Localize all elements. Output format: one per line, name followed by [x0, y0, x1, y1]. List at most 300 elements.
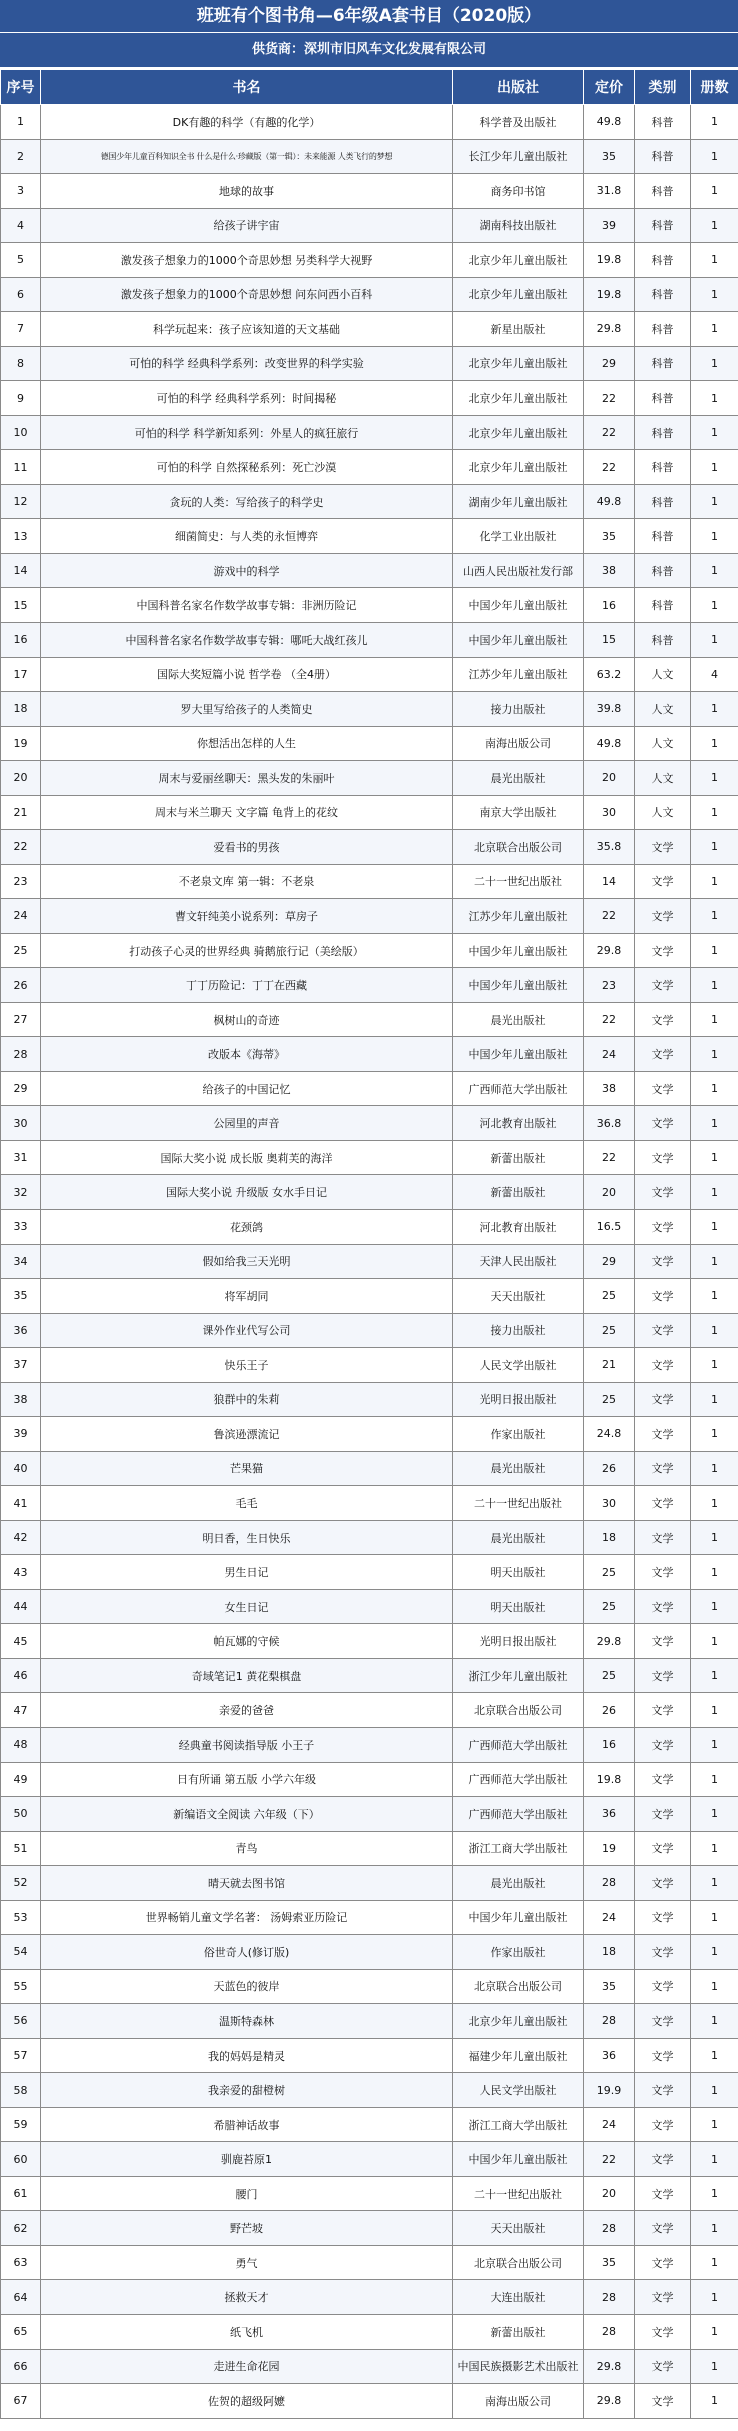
cell-price: 31.8	[584, 174, 635, 209]
cell-price: 36	[584, 2038, 635, 2073]
cell-publisher: 科学普及出版社	[453, 105, 584, 140]
cell-index: 63	[1, 2245, 41, 2280]
cell-title: 细菌简史：与人类的永恒博弈	[41, 519, 453, 554]
cell-index: 24	[1, 899, 41, 934]
cell-category: 文学	[635, 2073, 691, 2108]
cell-price: 26	[584, 1693, 635, 1728]
cell-category: 文学	[635, 1348, 691, 1383]
cell-volumes: 1	[691, 1348, 738, 1383]
cell-volumes: 1	[691, 139, 738, 174]
cell-category: 文学	[635, 1106, 691, 1141]
table-row	[1, 2004, 738, 2039]
table-row	[1, 864, 738, 899]
table-row	[1, 553, 738, 588]
cell-title: 科学玩起来：孩子应该知道的天文基础	[41, 312, 453, 347]
cell-category: 文学	[635, 933, 691, 968]
cell-title: 你想活出怎样的人生	[41, 726, 453, 761]
column-header-index: 序号	[1, 70, 41, 105]
cell-category: 文学	[635, 1244, 691, 1279]
cell-volumes: 1	[691, 933, 738, 968]
cell-title: 明日香，生日快乐	[41, 1520, 453, 1555]
cell-index: 57	[1, 2038, 41, 2073]
table-row	[1, 1313, 738, 1348]
cell-index: 1	[1, 105, 41, 140]
table-row	[1, 450, 738, 485]
cell-volumes: 1	[691, 1279, 738, 1314]
cell-category: 文学	[635, 864, 691, 899]
cell-index: 53	[1, 1900, 41, 1935]
cell-price: 63.2	[584, 657, 635, 692]
cell-title: 狼群中的朱莉	[41, 1382, 453, 1417]
cell-volumes: 1	[691, 1313, 738, 1348]
cell-publisher: 天天出版社	[453, 1279, 584, 1314]
cell-price: 30	[584, 795, 635, 830]
cell-volumes: 1	[691, 105, 738, 140]
cell-title: 花颈鸽	[41, 1210, 453, 1245]
cell-title: 枫树山的奇迹	[41, 1002, 453, 1037]
cell-category: 科普	[635, 139, 691, 174]
cell-index: 47	[1, 1693, 41, 1728]
cell-category: 文学	[635, 2038, 691, 2073]
cell-title: 可怕的科学 自然探秘系列：死亡沙漠	[41, 450, 453, 485]
cell-title: 激发孩子想象力的1000个奇思妙想 问东问西小百科	[41, 277, 453, 312]
cell-volumes: 1	[691, 795, 738, 830]
cell-index: 5	[1, 243, 41, 278]
cell-title: 野芒坡	[41, 2211, 453, 2246]
table-row	[1, 588, 738, 623]
cell-volumes: 1	[691, 2073, 738, 2108]
cell-price: 35	[584, 1969, 635, 2004]
cell-price: 19.8	[584, 277, 635, 312]
table-row	[1, 1486, 738, 1521]
cell-price: 16	[584, 588, 635, 623]
cell-volumes: 1	[691, 1693, 738, 1728]
cell-publisher: 河北教育出版社	[453, 1210, 584, 1245]
cell-publisher: 湖南科技出版社	[453, 208, 584, 243]
cell-publisher: 化学工业出版社	[453, 519, 584, 554]
cell-volumes: 1	[691, 1486, 738, 1521]
table-row	[1, 1555, 738, 1590]
cell-category: 人文	[635, 657, 691, 692]
cell-price: 28	[584, 2280, 635, 2315]
table-row	[1, 933, 738, 968]
cell-category: 文学	[635, 1658, 691, 1693]
cell-publisher: 浙江少年儿童出版社	[453, 1658, 584, 1693]
cell-title: 中国科普名家名作数学故事专辑：非洲历险记	[41, 588, 453, 623]
cell-index: 8	[1, 346, 41, 381]
cell-category: 文学	[635, 2315, 691, 2350]
cell-category: 文学	[635, 1417, 691, 1452]
cell-price: 39	[584, 208, 635, 243]
cell-price: 22	[584, 450, 635, 485]
cell-volumes: 1	[691, 1866, 738, 1901]
cell-index: 45	[1, 1624, 41, 1659]
cell-category: 文学	[635, 830, 691, 865]
cell-title: 奇域笔记1 黄花梨棋盘	[41, 1658, 453, 1693]
cell-index: 30	[1, 1106, 41, 1141]
cell-category: 文学	[635, 2384, 691, 2419]
cell-volumes: 1	[691, 2211, 738, 2246]
cell-category: 人文	[635, 726, 691, 761]
cell-category: 文学	[635, 2349, 691, 2384]
cell-price: 29.8	[584, 933, 635, 968]
cell-publisher: 中国民族摄影艺术出版社	[453, 2349, 584, 2384]
table-row	[1, 381, 738, 416]
cell-index: 28	[1, 1037, 41, 1072]
cell-publisher: 新蕾出版社	[453, 2315, 584, 2350]
book-table	[0, 69, 738, 2419]
cell-index: 13	[1, 519, 41, 554]
cell-volumes: 1	[691, 2384, 738, 2419]
table-row	[1, 1002, 738, 1037]
cell-volumes: 1	[691, 1520, 738, 1555]
cell-volumes: 1	[691, 1555, 738, 1590]
cell-volumes: 1	[691, 1969, 738, 2004]
column-header-volumes: 册数	[691, 70, 738, 105]
cell-volumes: 1	[691, 2349, 738, 2384]
cell-publisher: 南海出版公司	[453, 726, 584, 761]
cell-category: 文学	[635, 1900, 691, 1935]
cell-title: 周末与米兰聊天 文字篇 龟背上的花纹	[41, 795, 453, 830]
table-row	[1, 1624, 738, 1659]
cell-price: 28	[584, 2211, 635, 2246]
cell-volumes: 1	[691, 2245, 738, 2280]
table-row	[1, 2211, 738, 2246]
cell-title: DK有趣的科学（有趣的化学）	[41, 105, 453, 140]
cell-index: 12	[1, 484, 41, 519]
cell-title: 鲁滨逊漂流记	[41, 1417, 453, 1452]
cell-index: 46	[1, 1658, 41, 1693]
table-row	[1, 174, 738, 209]
cell-publisher: 南京大学出版社	[453, 795, 584, 830]
cell-index: 10	[1, 415, 41, 450]
cell-index: 64	[1, 2280, 41, 2315]
cell-title: 我亲爱的甜橙树	[41, 2073, 453, 2108]
cell-volumes: 1	[691, 588, 738, 623]
cell-volumes: 1	[691, 622, 738, 657]
cell-category: 科普	[635, 381, 691, 416]
cell-price: 28	[584, 1866, 635, 1901]
cell-index: 44	[1, 1589, 41, 1624]
cell-category: 文学	[635, 2245, 691, 2280]
cell-volumes: 1	[691, 381, 738, 416]
cell-publisher: 北京少年儿童出版社	[453, 243, 584, 278]
table-row	[1, 1762, 738, 1797]
table-row	[1, 795, 738, 830]
column-header-publisher: 出版社	[453, 70, 584, 105]
cell-index: 38	[1, 1382, 41, 1417]
cell-category: 文学	[635, 2211, 691, 2246]
column-header-price: 定价	[584, 70, 635, 105]
cell-price: 29	[584, 346, 635, 381]
cell-title: 改版本《海蒂》	[41, 1037, 453, 1072]
cell-index: 59	[1, 2107, 41, 2142]
cell-publisher: 晨光出版社	[453, 761, 584, 796]
cell-price: 20	[584, 2176, 635, 2211]
cell-publisher: 接力出版社	[453, 1313, 584, 1348]
cell-publisher: 二十一世纪出版社	[453, 2176, 584, 2211]
cell-publisher: 北京联合出版公司	[453, 1969, 584, 2004]
cell-category: 文学	[635, 1693, 691, 1728]
cell-category: 科普	[635, 208, 691, 243]
cell-index: 9	[1, 381, 41, 416]
cell-index: 2	[1, 139, 41, 174]
cell-price: 24	[584, 1900, 635, 1935]
cell-price: 25	[584, 1279, 635, 1314]
cell-price: 35	[584, 139, 635, 174]
cell-price: 15	[584, 622, 635, 657]
cell-index: 15	[1, 588, 41, 623]
cell-volumes: 1	[691, 243, 738, 278]
cell-category: 文学	[635, 2280, 691, 2315]
table-row	[1, 1831, 738, 1866]
cell-volumes: 1	[691, 1071, 738, 1106]
cell-index: 33	[1, 1210, 41, 1245]
cell-category: 文学	[635, 1037, 691, 1072]
cell-volumes: 1	[691, 1727, 738, 1762]
cell-publisher: 晨光出版社	[453, 1002, 584, 1037]
cell-title: 给孩子讲宇宙	[41, 208, 453, 243]
cell-title: 我的妈妈是精灵	[41, 2038, 453, 2073]
cell-title: 罗大里写给孩子的人类简史	[41, 692, 453, 727]
cell-title: 经典童书阅读指导版 小王子	[41, 1727, 453, 1762]
cell-publisher: 晨光出版社	[453, 1451, 584, 1486]
cell-title: 腰门	[41, 2176, 453, 2211]
cell-category: 文学	[635, 1071, 691, 1106]
cell-publisher: 江苏少年儿童出版社	[453, 657, 584, 692]
cell-volumes: 1	[691, 1244, 738, 1279]
cell-title: 可怕的科学 科学新知系列：外星人的疯狂旅行	[41, 415, 453, 450]
cell-price: 30	[584, 1486, 635, 1521]
table-row	[1, 1071, 738, 1106]
cell-volumes: 1	[691, 2315, 738, 2350]
cell-category: 人文	[635, 795, 691, 830]
cell-publisher: 新蕾出版社	[453, 1140, 584, 1175]
cell-index: 22	[1, 830, 41, 865]
cell-price: 39.8	[584, 692, 635, 727]
cell-price: 29.8	[584, 2349, 635, 2384]
cell-index: 39	[1, 1417, 41, 1452]
cell-index: 4	[1, 208, 41, 243]
cell-volumes: 1	[691, 1589, 738, 1624]
cell-price: 24.8	[584, 1417, 635, 1452]
cell-publisher: 人民文学出版社	[453, 1348, 584, 1383]
cell-title: 国际大奖小说 成长版 奥莉芙的海洋	[41, 1140, 453, 1175]
cell-index: 58	[1, 2073, 41, 2108]
table-row	[1, 1658, 738, 1693]
cell-price: 22	[584, 899, 635, 934]
cell-publisher: 广西师范大学出版社	[453, 1071, 584, 1106]
cell-price: 49.8	[584, 484, 635, 519]
cell-publisher: 晨光出版社	[453, 1866, 584, 1901]
cell-category: 科普	[635, 484, 691, 519]
cell-volumes: 1	[691, 1900, 738, 1935]
cell-publisher: 晨光出版社	[453, 1520, 584, 1555]
cell-title: 给孩子的中国记忆	[41, 1071, 453, 1106]
cell-volumes: 1	[691, 277, 738, 312]
cell-index: 21	[1, 795, 41, 830]
cell-volumes: 4	[691, 657, 738, 692]
table-row	[1, 830, 738, 865]
cell-volumes: 1	[691, 1140, 738, 1175]
cell-volumes: 1	[691, 2038, 738, 2073]
table-row	[1, 1210, 738, 1245]
cell-category: 科普	[635, 174, 691, 209]
cell-price: 25	[584, 1658, 635, 1693]
cell-volumes: 1	[691, 2107, 738, 2142]
cell-volumes: 1	[691, 830, 738, 865]
cell-category: 科普	[635, 277, 691, 312]
cell-volumes: 1	[691, 1175, 738, 1210]
cell-price: 20	[584, 1175, 635, 1210]
cell-title: 将军胡同	[41, 1279, 453, 1314]
cell-category: 文学	[635, 968, 691, 1003]
cell-title: 爱看书的男孩	[41, 830, 453, 865]
cell-publisher: 北京少年儿童出版社	[453, 450, 584, 485]
cell-title: 帕瓦娜的守候	[41, 1624, 453, 1659]
cell-price: 49.8	[584, 105, 635, 140]
cell-volumes: 1	[691, 519, 738, 554]
cell-category: 文学	[635, 1762, 691, 1797]
cell-price: 16.5	[584, 1210, 635, 1245]
table-row	[1, 1244, 738, 1279]
cell-volumes: 1	[691, 174, 738, 209]
cell-category: 文学	[635, 1002, 691, 1037]
table-row	[1, 1451, 738, 1486]
cell-price: 22	[584, 381, 635, 416]
cell-category: 科普	[635, 243, 691, 278]
cell-publisher: 北京少年儿童出版社	[453, 415, 584, 450]
cell-publisher: 江苏少年儿童出版社	[453, 899, 584, 934]
cell-title: 公园里的声音	[41, 1106, 453, 1141]
table-row	[1, 415, 738, 450]
cell-index: 56	[1, 2004, 41, 2039]
table-row	[1, 1797, 738, 1832]
cell-index: 6	[1, 277, 41, 312]
cell-volumes: 1	[691, 692, 738, 727]
cell-title: 天蓝色的彼岸	[41, 1969, 453, 2004]
cell-category: 文学	[635, 1727, 691, 1762]
cell-volumes: 1	[691, 1797, 738, 1832]
cell-price: 22	[584, 1140, 635, 1175]
table-row	[1, 2073, 738, 2108]
cell-volumes: 1	[691, 553, 738, 588]
cell-publisher: 河北教育出版社	[453, 1106, 584, 1141]
cell-title: 毛毛	[41, 1486, 453, 1521]
cell-category: 文学	[635, 1831, 691, 1866]
cell-volumes: 1	[691, 2004, 738, 2039]
cell-publisher: 北京联合出版公司	[453, 2245, 584, 2280]
cell-index: 66	[1, 2349, 41, 2384]
cell-publisher: 接力出版社	[453, 692, 584, 727]
cell-price: 22	[584, 415, 635, 450]
cell-index: 35	[1, 1279, 41, 1314]
cell-category: 文学	[635, 2107, 691, 2142]
cell-volumes: 1	[691, 208, 738, 243]
cell-volumes: 1	[691, 1658, 738, 1693]
cell-price: 23	[584, 968, 635, 1003]
cell-price: 35	[584, 519, 635, 554]
cell-publisher: 光明日报出版社	[453, 1382, 584, 1417]
cell-volumes: 1	[691, 2280, 738, 2315]
cell-price: 18	[584, 1935, 635, 1970]
cell-category: 文学	[635, 2004, 691, 2039]
table-row	[1, 1417, 738, 1452]
table-row	[1, 2384, 738, 2419]
cell-index: 67	[1, 2384, 41, 2419]
cell-title: 世界畅销儿童文学名著： 汤姆索亚历险记	[41, 1900, 453, 1935]
cell-category: 文学	[635, 1175, 691, 1210]
cell-index: 48	[1, 1727, 41, 1762]
cell-publisher: 作家出版社	[453, 1935, 584, 1970]
cell-title: 曹文轩纯美小说系列：草房子	[41, 899, 453, 934]
cell-publisher: 中国少年儿童出版社	[453, 622, 584, 657]
cell-title: 新编语文全阅读 六年级（下）	[41, 1797, 453, 1832]
cell-index: 19	[1, 726, 41, 761]
cell-publisher: 北京少年儿童出版社	[453, 346, 584, 381]
table-row	[1, 1727, 738, 1762]
cell-category: 文学	[635, 2142, 691, 2177]
cell-volumes: 1	[691, 1831, 738, 1866]
table-row	[1, 1969, 738, 2004]
cell-publisher: 二十一世纪出版社	[453, 1486, 584, 1521]
cell-category: 科普	[635, 553, 691, 588]
cell-index: 16	[1, 622, 41, 657]
cell-price: 25	[584, 1589, 635, 1624]
cell-index: 17	[1, 657, 41, 692]
table-row	[1, 2176, 738, 2211]
table-row	[1, 2107, 738, 2142]
supplier-line: 供货商：深圳市旧风车文化发展有限公司	[0, 33, 738, 69]
table-row	[1, 2315, 738, 2350]
cell-title: 课外作业代写公司	[41, 1313, 453, 1348]
table-row	[1, 1279, 738, 1314]
cell-volumes: 1	[691, 346, 738, 381]
cell-index: 52	[1, 1866, 41, 1901]
cell-price: 28	[584, 2315, 635, 2350]
cell-title: 亲爱的爸爸	[41, 1693, 453, 1728]
cell-index: 26	[1, 968, 41, 1003]
cell-volumes: 1	[691, 968, 738, 1003]
cell-volumes: 1	[691, 450, 738, 485]
column-header-title: 书名	[41, 70, 453, 105]
cell-price: 25	[584, 1382, 635, 1417]
cell-index: 37	[1, 1348, 41, 1383]
cell-volumes: 1	[691, 2176, 738, 2211]
cell-index: 43	[1, 1555, 41, 1590]
cell-index: 54	[1, 1935, 41, 1970]
table-row	[1, 1520, 738, 1555]
cell-title: 中国科普名家名作数学故事专辑：哪吒大战红孩儿	[41, 622, 453, 657]
cell-price: 21	[584, 1348, 635, 1383]
cell-publisher: 天津人民出版社	[453, 1244, 584, 1279]
table-row	[1, 2038, 738, 2073]
cell-volumes: 1	[691, 1106, 738, 1141]
cell-price: 35.8	[584, 830, 635, 865]
table-row	[1, 657, 738, 692]
cell-publisher: 广西师范大学出版社	[453, 1727, 584, 1762]
cell-price: 24	[584, 2107, 635, 2142]
cell-publisher: 中国少年儿童出版社	[453, 2142, 584, 2177]
cell-title: 不老泉文库 第一辑：不老泉	[41, 864, 453, 899]
cell-title: 芒果猫	[41, 1451, 453, 1486]
cell-volumes: 1	[691, 1624, 738, 1659]
cell-index: 29	[1, 1071, 41, 1106]
cell-volumes: 1	[691, 415, 738, 450]
cell-category: 科普	[635, 622, 691, 657]
cell-publisher: 山西人民出版社发行部	[453, 553, 584, 588]
cell-price: 38	[584, 553, 635, 588]
